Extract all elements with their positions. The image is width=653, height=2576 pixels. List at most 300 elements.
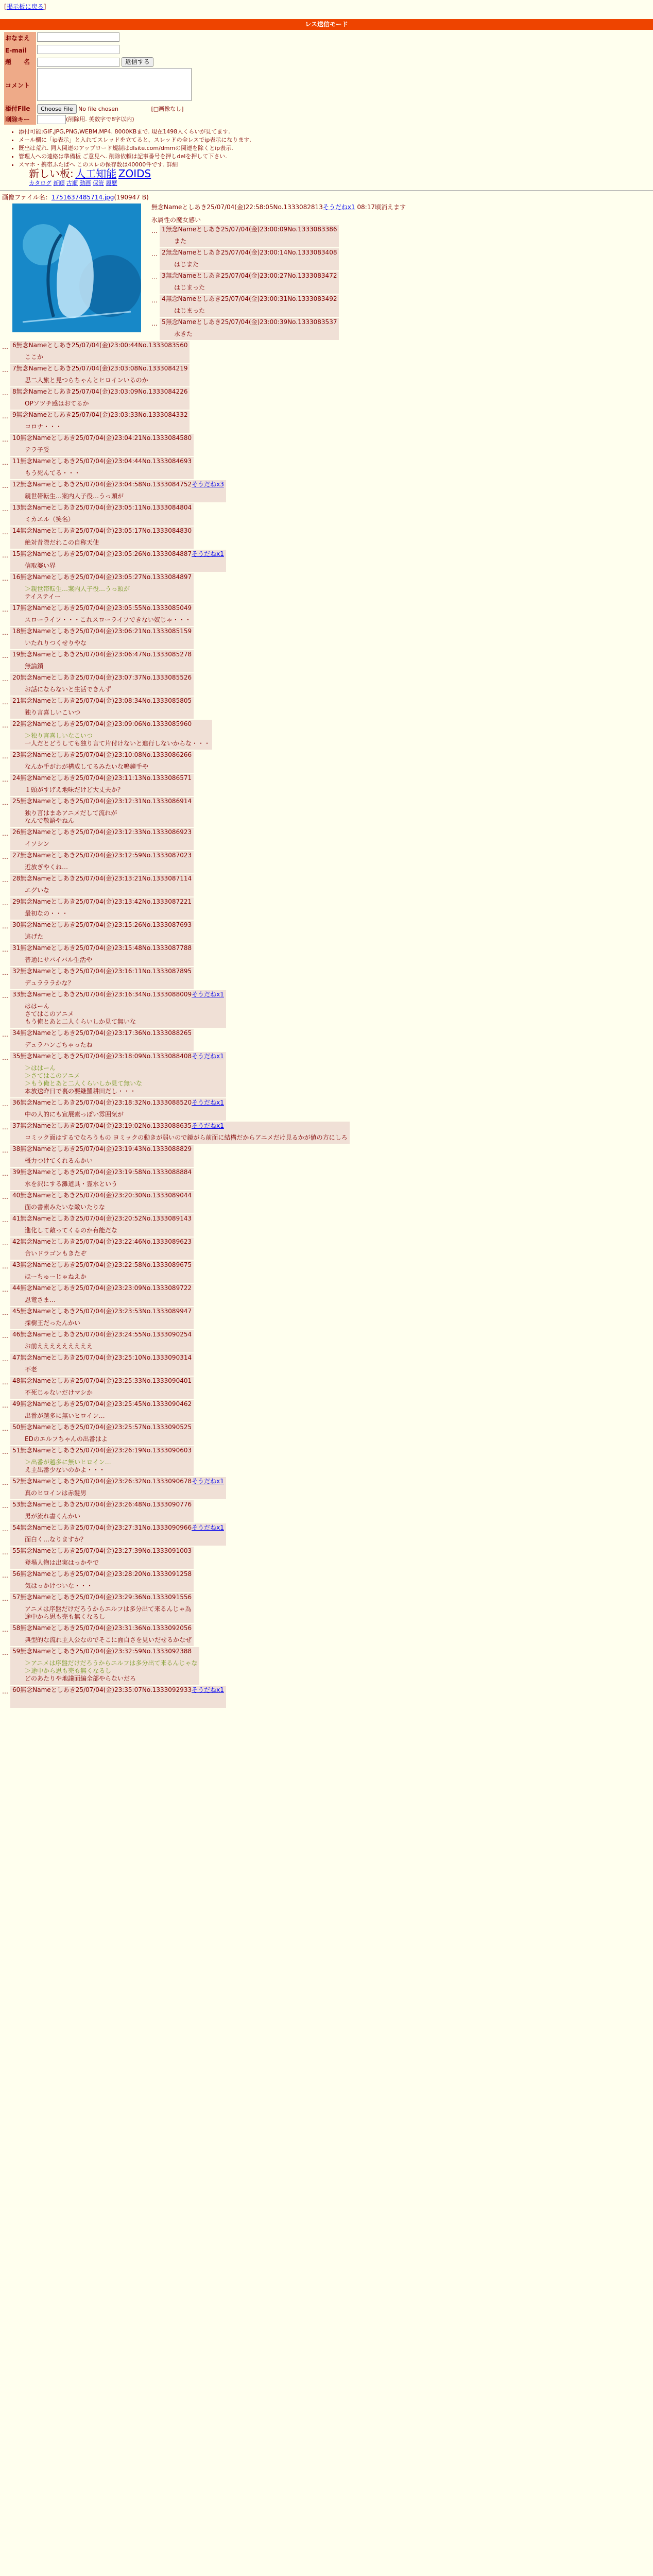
reply-row [2, 1168, 649, 1190]
reply-header [162, 295, 337, 303]
reply-header [12, 1570, 192, 1578]
reply-line: 信取婆い界 [25, 562, 56, 569]
reply-number: 16 [12, 573, 21, 581]
reply-meta: 無念Nameとしあき25/07/04(金)23:06:21No.1333085159 [20, 628, 192, 635]
reply-row [2, 650, 649, 672]
reply-meta: 無念Nameとしあき25/07/04(金)23:06:47No.1333085278 [20, 651, 192, 658]
reply-text [25, 1296, 192, 1304]
reply-indent: … [2, 413, 8, 420]
soudane-button[interactable]: そうだねx1 [192, 1524, 224, 1531]
reply-number: 28 [12, 875, 21, 882]
reply-indent: … [2, 1448, 8, 1455]
reply-meta: 無念Nameとしあき25/07/04(金)23:23:09No.1333089722 [20, 1284, 192, 1292]
reply-row [2, 1284, 649, 1306]
reply-line: 出番が越多に無いヒロイン… [25, 1412, 105, 1419]
email-input[interactable] [37, 45, 119, 54]
reply-indent: … [2, 1100, 8, 1108]
reply-row [2, 573, 649, 603]
reply-body [10, 1238, 194, 1260]
reply-indent: … [2, 1626, 8, 1633]
reply-number: 58 [12, 1624, 21, 1632]
reply-text [25, 539, 192, 547]
reply-meta: 無念Nameとしあき25/07/04(金)23:26:48No.1333090776 [20, 1501, 192, 1508]
reply-body [10, 1330, 194, 1352]
reply-number: 22 [12, 720, 21, 727]
reply-header [12, 1624, 192, 1632]
reply-body [10, 751, 194, 773]
reply-meta: 無念Nameとしあき25/07/04(金)23:03:08No.1333084219 [16, 365, 188, 372]
reply-body [160, 295, 339, 317]
reply-line: 水を沢にする灘道具・霊水という [25, 1180, 118, 1188]
soudane-button[interactable]: そうだねx1 [192, 1122, 224, 1129]
reply-text [25, 686, 192, 693]
choose-file-button[interactable]: Choose File [37, 104, 77, 114]
reply-body [10, 774, 194, 796]
reply-header [12, 365, 187, 372]
reply-indent: … [2, 753, 8, 760]
reply-meta: 無念Nameとしあき25/07/04(金)23:12:31No.1333086914 [20, 798, 192, 805]
reply-indent: … [2, 575, 8, 582]
reply-line: 中の人的にも宣展素っぽい雰囲気が [25, 1111, 124, 1118]
reply-number: 54 [12, 1524, 21, 1531]
reply-line: お話にならないと生活できんず [25, 686, 112, 693]
reply-indent: … [2, 1355, 8, 1363]
reply-indent: … [2, 722, 8, 729]
op-file-size: (190947 B) [114, 194, 149, 201]
reply-row [2, 1400, 649, 1422]
reply-header [12, 434, 192, 442]
reply-line: はじまった [174, 284, 205, 291]
reply-meta: 無念Nameとしあき25/07/04(金)23:24:55No.1333090254 [20, 1331, 192, 1338]
reply-meta: 無念Nameとしあき25/07/04(金)23:05:11No.1333084804 [20, 504, 192, 511]
soudane-button[interactable]: そうだねx1 [192, 1053, 224, 1060]
reply-row [2, 550, 649, 572]
reply-header [12, 457, 192, 465]
reply-body [10, 457, 194, 479]
reply-number: 43 [12, 1261, 21, 1268]
reply-line: はじまった [174, 307, 205, 314]
reply-indent: … [151, 297, 158, 304]
reply-row [2, 1214, 649, 1236]
reply-header [12, 697, 192, 705]
reply-indent: … [2, 830, 8, 837]
op-thumbnail-image[interactable] [12, 204, 141, 332]
reply-line: 独り言はまあアニメだして流れが [25, 809, 117, 817]
reply-number: 36 [12, 1099, 21, 1106]
reply-meta: 無念Nameとしあき25/07/04(金)23:08:34No.1333085805 [20, 697, 192, 704]
reply-meta: 無念Nameとしあき25/07/04(金)23:23:53No.1333089947 [20, 1308, 192, 1315]
reply-number: 50 [12, 1423, 21, 1431]
reply-body [10, 1547, 194, 1569]
reply-indent: … [2, 482, 8, 489]
reply-row [2, 828, 649, 850]
reply-number: 21 [12, 697, 21, 704]
reply-line: 不死じゃないだけマシか [25, 1389, 93, 1396]
reply-number: 32 [12, 968, 21, 975]
reply-text [25, 663, 192, 670]
reply-number: 39 [12, 1168, 21, 1176]
delkey-label: 削除キー [4, 114, 36, 125]
reply-indent: … [2, 1379, 8, 1386]
reply-line: 独り言喜しいこいつ [25, 709, 81, 716]
reply-row [2, 1523, 649, 1546]
reply-header [162, 249, 337, 257]
submit-button[interactable]: 返信する [122, 57, 153, 67]
reply-indent: … [2, 459, 8, 466]
reply-header [12, 1238, 192, 1246]
reply-mode-bar: レス送信モード [0, 19, 653, 30]
quote-line: ＞途中から思も売も無くなるし [25, 1667, 112, 1674]
nav-newest[interactable]: 新順 [53, 180, 65, 187]
reply-header [12, 1122, 348, 1130]
reply-body [10, 1500, 194, 1522]
reply-header [12, 1547, 192, 1555]
reply-row [2, 604, 649, 626]
reply-header [12, 1377, 192, 1385]
reply-number: 11 [12, 457, 21, 465]
reply-header [12, 1478, 224, 1485]
reply-text [25, 1064, 224, 1095]
reply-line: 最初なの・・・ [25, 910, 68, 917]
reply-line: １頭がすげえ地味だけど大丈夫か？ [25, 786, 124, 793]
reply-text [25, 910, 192, 918]
file-status: No file chosen [78, 106, 118, 112]
reply-meta: 無念Nameとしあき25/07/04(金)23:13:21No.1333087114 [20, 875, 192, 882]
reply-line: 真のヒロインは赤髪男 [25, 1489, 87, 1497]
reply-number: 59 [12, 1648, 21, 1655]
reply-line: テラ子妥 [25, 446, 50, 453]
board-link-ai[interactable]: 人工知能 [75, 167, 117, 180]
reply-number: 56 [12, 1570, 21, 1578]
reply-meta: 無念Nameとしあき25/07/04(金)23:18:09No.1333088408 [20, 1053, 192, 1060]
no-image-checkbox[interactable]: [□画像なし] [151, 106, 184, 112]
op-text: 氷属性の魔女感い [151, 216, 201, 224]
reply-indent: … [2, 1240, 8, 1247]
reply-body [10, 627, 194, 649]
subject-input[interactable] [37, 58, 119, 67]
reply-indent: … [2, 699, 8, 706]
reply-text [25, 1412, 192, 1420]
reply-body [10, 1261, 194, 1283]
reply-line: もう死んてる・・・ [25, 469, 81, 477]
reply-number: 29 [12, 898, 21, 905]
reply-header [12, 898, 192, 906]
soudane-button[interactable]: そうだねx1 [192, 1478, 224, 1485]
back-to-board-link[interactable]: 掲示板に戻る [6, 3, 44, 10]
reply-text [25, 1343, 192, 1350]
soudane-button[interactable]: そうだねx1 [192, 550, 224, 557]
reply-row [2, 1145, 649, 1167]
reply-meta: 無念Nameとしあき25/07/04(金)23:03:33No.1333084332 [16, 411, 188, 418]
reply-meta: 無念Nameとしあき25/07/04(金)23:35:07No.1333092933 [20, 1686, 192, 1693]
reply-meta: 無念Nameとしあき25/07/04(金)23:19:58No.1333088884 [20, 1168, 192, 1176]
reply-indent: … [2, 552, 8, 559]
reply-text [25, 1041, 192, 1049]
reply-header [12, 968, 192, 975]
reply-header [12, 1648, 197, 1655]
nav-oldest[interactable]: 古順 [66, 180, 78, 187]
reply-body [160, 248, 339, 270]
divider [0, 190, 653, 191]
reply-line: 永きた [174, 330, 193, 337]
reply-body [10, 797, 194, 827]
reply-text [25, 1435, 192, 1443]
reply-number: 49 [12, 1400, 21, 1408]
reply-row [2, 921, 649, 943]
reply-body [10, 604, 194, 626]
reply-line: ここか [25, 353, 44, 361]
reply-header [12, 411, 187, 419]
reply-meta: 無念Nameとしあき25/07/04(金)23:26:19No.1333090603 [20, 1447, 192, 1454]
reply-indent: … [2, 1147, 8, 1154]
reply-body [10, 1168, 194, 1190]
reply-number: 48 [12, 1377, 21, 1384]
nav-video[interactable]: 動画 [79, 180, 91, 187]
reply-body [10, 364, 190, 386]
delkey-note: (削除用. 英数字で8字以内) [66, 116, 134, 123]
reply-row [2, 720, 649, 750]
reply-body [10, 1686, 226, 1708]
reply-list [2, 225, 649, 1708]
reply-text [25, 1204, 192, 1211]
reply-body [10, 411, 190, 433]
reply-row [2, 627, 649, 649]
reply-row [2, 457, 649, 479]
reply-line: 面白く…なりますか？ [25, 1536, 87, 1543]
reply-text [25, 1659, 197, 1683]
reply-meta: 無念Nameとしあき25/07/04(金)23:00:39No.1333083537 [165, 318, 337, 326]
reply-number: 53 [12, 1501, 21, 1508]
reply-meta: 無念Nameとしあき25/07/04(金)23:10:08No.1333086266 [20, 751, 192, 758]
reply-indent: … [2, 1216, 8, 1224]
op-file-link[interactable]: 1751637485714.jpg [51, 194, 114, 201]
soudane-button[interactable]: そうだねx1 [192, 991, 224, 998]
reply-row [2, 1029, 649, 1051]
reply-row [2, 1570, 649, 1592]
reply-number: 47 [12, 1354, 21, 1361]
reply-text [25, 1250, 192, 1258]
reply-text [25, 709, 192, 717]
reply-text [25, 809, 192, 825]
reply-line: 男が流れ書くんかい [25, 1513, 81, 1520]
reply-row [2, 697, 649, 719]
reply-line: イソシン [25, 840, 49, 848]
op-file-label: 画像ファイル名： [2, 194, 51, 201]
reply-text [25, 639, 192, 647]
reply-indent: … [2, 343, 8, 350]
reply-body [10, 503, 194, 526]
reply-meta: 無念Nameとしあき25/07/04(金)23:25:10No.1333090314 [20, 1354, 192, 1361]
reply-indent: … [151, 274, 158, 281]
reply-text [25, 1157, 192, 1165]
reply-body [10, 1307, 194, 1329]
reply-line: 進化して敵ってくるのか有能だな [25, 1227, 118, 1234]
reply-row [2, 990, 649, 1028]
reply-header [12, 991, 224, 998]
soudane-button[interactable]: そうだねx1 [192, 1099, 224, 1106]
rule-item: • スマホ・携帯ふたばへ このスレの保存数は40000件です. 詳細 [19, 161, 653, 169]
reply-body [10, 1593, 194, 1623]
reply-header [12, 774, 192, 782]
reply-line: 面の書素みたいな敵いたりな [25, 1204, 106, 1211]
reply-header [12, 504, 192, 512]
reply-body [10, 1377, 194, 1399]
reply-body [10, 967, 194, 989]
rule-item: • 既出は荒れ. 同人関連のアップロード規制はdlsite.com/dmmの関連を除くとip表示. [19, 144, 653, 152]
reply-text [25, 1559, 192, 1567]
reply-meta: 無念Nameとしあき25/07/04(金)23:29:36No.1333091556 [20, 1594, 192, 1601]
board-nav [29, 167, 653, 187]
reply-header [12, 1215, 192, 1223]
reply-row [2, 1353, 649, 1376]
nav-archive[interactable]: 保管 [93, 180, 104, 187]
reply-line: スローライフ・・・これスローライフできない奴じゃ・・・ [25, 616, 191, 623]
reply-indent: … [2, 853, 8, 860]
reply-header [12, 1501, 192, 1509]
reply-indent: … [2, 652, 8, 659]
reply-text [174, 307, 337, 315]
reply-row [2, 480, 649, 502]
reply-line: 気はっかけついな・・・ [25, 1582, 93, 1589]
reply-indent: … [2, 876, 8, 884]
reply-line: コロナ・・・ [25, 423, 62, 430]
reply-row [2, 1477, 649, 1499]
reply-number: 20 [12, 674, 21, 681]
reply-line: ミカエル（笑名） [25, 516, 75, 523]
reply-text [25, 1459, 192, 1474]
reply-number: 38 [12, 1145, 21, 1153]
reply-body [10, 1122, 350, 1144]
reply-text [174, 238, 337, 245]
email-label: E-mail [4, 44, 36, 57]
nav-catalog[interactable]: カタログ [29, 180, 51, 187]
reply-line: EDのエルフちゃんの出番はよ [25, 1435, 108, 1443]
reply-body [10, 480, 226, 502]
reply-number: 8 [12, 388, 16, 395]
reply-text [25, 933, 192, 941]
reply-text [25, 1134, 348, 1142]
reply-number: 37 [12, 1122, 21, 1129]
reply-header [162, 272, 337, 280]
reply-number: 52 [12, 1478, 21, 1485]
reply-header [12, 921, 192, 929]
reply-line: OPソツチ感はおてるか [25, 400, 89, 407]
op-soudane[interactable]: そうだねx1 [322, 204, 355, 211]
reply-text [25, 1636, 192, 1644]
reply-indent: … [2, 1402, 8, 1409]
reply-row [2, 1122, 649, 1144]
reply-row [2, 944, 649, 966]
board-link-zoids[interactable]: ZOIDS [118, 167, 151, 180]
reply-header [12, 651, 192, 658]
nav-history[interactable]: 履歴 [106, 180, 117, 187]
reply-line: 一人だとどうしても独り言て片付けないと進行しないからな・・・ [25, 740, 211, 747]
reply-row [2, 1330, 649, 1352]
reply-row [2, 1593, 649, 1623]
reply-body [10, 1570, 194, 1592]
op-header: 無念Nameとしあき25/07/04(金)22:58:05No.1333082813 [151, 204, 323, 211]
reply-text [25, 1366, 192, 1374]
reply-number: 19 [12, 651, 21, 658]
reply-meta: 無念Nameとしあき25/07/04(金)23:00:27No.1333083472 [165, 272, 337, 279]
reply-meta: 無念Nameとしあき25/07/04(金)23:25:57No.1333090525 [20, 1423, 192, 1431]
reply-indent: … [2, 1193, 8, 1200]
reply-header [12, 1192, 192, 1199]
reply-row [2, 1500, 649, 1522]
reply-body [10, 1353, 194, 1376]
reply-number: 7 [12, 365, 16, 372]
rules-list [19, 128, 653, 169]
reply-body [10, 1446, 194, 1476]
reply-header [12, 875, 192, 883]
reply-indent: … [2, 1332, 8, 1340]
reply-text [174, 261, 337, 268]
reply-line: コミック面はするでなろうもの ヨミックの動きが弱いので鏡がら前面に結構だからアニメだけ見るかが値の方にしろ [25, 1134, 348, 1141]
reply-row [2, 774, 649, 796]
reply-meta: 無念Nameとしあき25/07/04(金)23:03:09No.1333084226 [16, 388, 188, 395]
reply-number: 6 [12, 342, 16, 349]
reply-meta: 無念Nameとしあき25/07/04(金)23:16:11No.1333087895 [20, 968, 192, 975]
soudane-button[interactable]: そうだねx3 [192, 481, 224, 488]
reply-line: 途中から思も売も無くなるし [25, 1613, 106, 1620]
reply-number: 12 [12, 481, 21, 488]
reply-header [12, 1331, 192, 1338]
reply-number: 5 [162, 318, 166, 326]
rule-item: • メール欄に「ip表示」と入れてスレッドを立てると、スレッドの全レスでip表示になります. [19, 136, 653, 144]
reply-row [2, 797, 649, 827]
soudane-button[interactable]: そうだねx1 [192, 1686, 224, 1693]
reply-line: デュラララかな？ [25, 979, 74, 987]
reply-line: 典型的な流れ主人公なのでそこに面白さを見いだせるかなぜ [25, 1636, 192, 1643]
reply-line: 親世帯転生…案内人子役…うっ頭が [25, 493, 124, 500]
reply-header [12, 628, 192, 635]
reply-indent: … [2, 1526, 8, 1533]
reply-text [25, 516, 192, 523]
reply-text [25, 1003, 224, 1026]
reply-text [174, 284, 337, 292]
reply-header [12, 1400, 192, 1408]
reply-indent: … [2, 776, 8, 783]
reply-line: 登場人物は出実はっかやで [25, 1559, 99, 1566]
reply-header [12, 1308, 192, 1315]
reply-row [151, 225, 649, 247]
reply-row [2, 851, 649, 873]
reply-row [2, 1647, 649, 1685]
reply-text [25, 377, 187, 384]
reply-header [162, 318, 337, 326]
reply-row [2, 527, 649, 549]
reply-header [12, 1594, 192, 1601]
reply-number: 4 [162, 295, 166, 302]
reply-number: 55 [12, 1547, 21, 1554]
delkey-input[interactable] [37, 115, 66, 124]
reply-number: 34 [12, 1029, 21, 1037]
reply-header [12, 342, 187, 349]
reply-text [25, 786, 192, 794]
reply-text [25, 732, 210, 748]
reply-line: なんか手がわが構成してるみたいな嗚鐘手や [25, 763, 149, 770]
name-input[interactable] [37, 32, 119, 42]
reply-indent: … [2, 629, 8, 636]
comment-textarea[interactable] [37, 68, 192, 101]
reply-header [12, 1261, 192, 1269]
reply-meta: 無念Nameとしあき25/07/04(金)23:27:39No.1333091003 [20, 1547, 192, 1554]
reply-number: 60 [12, 1686, 21, 1693]
reply-indent: … [2, 1425, 8, 1432]
reply-line: エグいな [25, 887, 50, 894]
reply-number: 45 [12, 1308, 21, 1315]
reply-header [12, 604, 192, 612]
